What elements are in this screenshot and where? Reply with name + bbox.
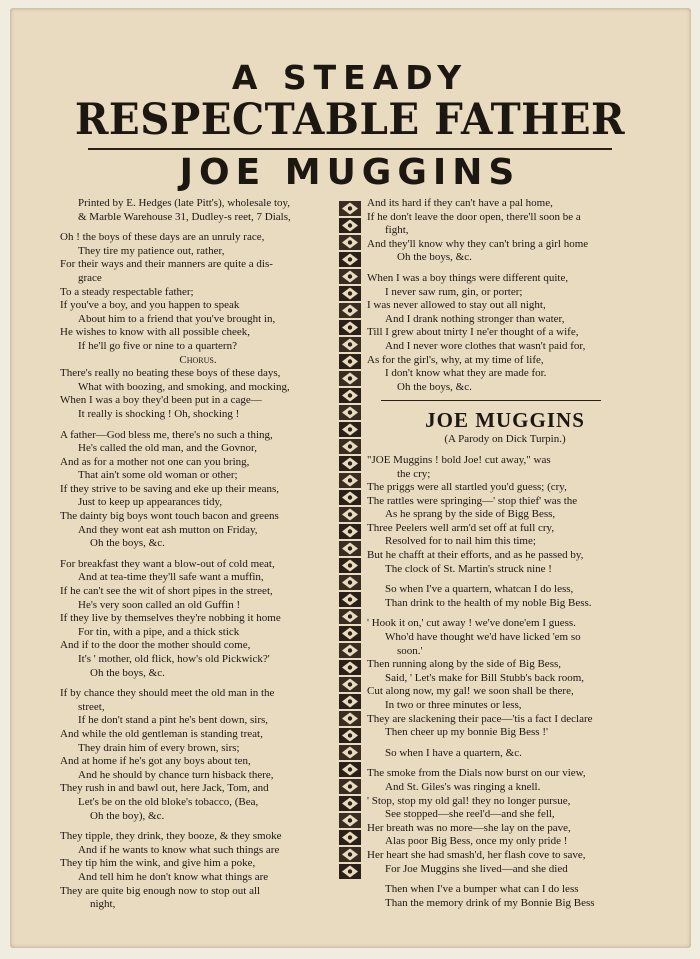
ornament-block — [339, 609, 361, 624]
chorus-label: Chorus. — [179, 353, 217, 366]
verse-line: They drain him of every brown, sirs; — [78, 741, 240, 754]
title-rule — [88, 148, 612, 150]
verse-line: Just to keep up appearances tidy, — [78, 496, 223, 509]
ornament-block — [339, 643, 361, 658]
verse-line: Oh the boys, &c. — [397, 251, 472, 264]
verse-line: For breakfast they want a blow-out of cold meat, — [60, 557, 275, 570]
ornament-block — [339, 575, 361, 590]
verse-line: They tire my patience out, rather, — [78, 244, 225, 257]
ornament-block — [339, 320, 361, 335]
right-column — [367, 197, 643, 910]
verse-line: Then cheer up my bonnie Big Bess !' — [385, 726, 548, 739]
verse-line: And they'll know why they can't bring a girl home — [367, 237, 589, 250]
verse-line: Then running along by the side of Big Bess, — [367, 658, 562, 671]
ornament-block — [339, 626, 361, 641]
ornament-block — [339, 677, 361, 692]
verse-line: The rattles were springing—' stop thief' was the — [367, 494, 578, 507]
verse-line: He wishes to know with all possible cheek, — [60, 326, 251, 339]
ornament-block — [339, 507, 361, 522]
verse-line: Oh the boy), &c. — [90, 809, 165, 822]
ornament-block — [339, 422, 361, 437]
ornament-block — [339, 524, 361, 539]
verse-line: About him to a friend that you've brought in, — [78, 312, 276, 325]
verse-line: fight, — [385, 224, 409, 237]
verse-line: And if to the door the mother should come, — [60, 639, 251, 652]
verse-line: And if he wants to know what such things are — [78, 843, 280, 856]
ornament-block — [339, 796, 361, 811]
ornament-block — [339, 813, 361, 828]
ornament-block — [339, 745, 361, 760]
verse-line: grace — [78, 271, 102, 284]
verse-line: For tin, with a pipe, and a thick stick — [78, 625, 240, 638]
ornament-block — [339, 660, 361, 675]
verse-line: If he don't stand a pint he's bent down, sirs, — [78, 714, 269, 727]
ornament-block — [339, 694, 361, 709]
verse-line: For Joe Muggins she lived—and she died — [385, 862, 568, 875]
verse-line: Said, ' Let's make for Bill Stubb's back room, — [385, 671, 585, 684]
verse-line: Cut along now, my gal! we soon shall be there, — [367, 685, 574, 698]
verse-line: Oh the boys, &c. — [90, 666, 165, 679]
verse-line: They tip him the wink, and give him a poke, — [60, 857, 256, 870]
chorus-line: What with boozing, and smoking, and mocking, — [78, 380, 290, 393]
verse-line: If he don't leave the door open, there'll soon be a — [367, 210, 581, 223]
ornament-block — [339, 779, 361, 794]
verse-line: If he can't see the wit of short pipes in the street, — [60, 585, 273, 598]
ornament-block — [339, 847, 361, 862]
verse-line: It's ' mother, old flick, how's old Pickwick?' — [78, 653, 270, 665]
verse-line: "JOE Muggins ! bold Joe! cut away," was — [367, 453, 551, 466]
ornament-block — [339, 592, 361, 607]
verse-line — [60, 231, 336, 245]
verse-line: As he sprang by the side of Bigg Bess, — [385, 508, 556, 521]
verse-line: He's very soon called an old Guffin ! — [78, 598, 241, 611]
verse-line: I don't know what they are made for. — [385, 367, 547, 380]
verse-line-text: Oh ! the boys of these days are an unruly race, — [60, 231, 265, 244]
ornament-column — [336, 200, 364, 880]
verse-line: The clock of St. Martin's struck nine ! — [385, 562, 552, 575]
verse-line: When I was a boy things were different quite, — [367, 271, 569, 284]
ornament-block — [339, 337, 361, 352]
title-line-1: A STEADY — [231, 58, 469, 97]
ornament-block — [339, 286, 361, 301]
verse-line: And they wont eat ash mutton on Friday, — [78, 523, 258, 536]
ornament-block — [339, 354, 361, 369]
ornament-block — [339, 558, 361, 573]
verse-line: For their ways and their manners are quite a dis- — [60, 258, 273, 271]
verse-line: If they strive to be saving and eke up their means, — [60, 482, 280, 495]
verse-line: Three Peelers well arm'd set off at full cry, — [367, 521, 555, 534]
ornament-block — [339, 371, 361, 386]
verse-line: Till I grew about tnirty I ne'er thought of a wife, — [367, 326, 579, 339]
ornament-block — [339, 218, 361, 233]
ornament-block — [339, 388, 361, 403]
verse-line: The smoke from the Dials now burst on our view, — [367, 767, 586, 780]
ornament-block — [339, 473, 361, 488]
ornament-block — [339, 541, 361, 556]
ornament-block — [339, 762, 361, 777]
verse-line: They rush in and bawl out, here Jack, Tom, and — [60, 782, 269, 795]
verse-line: night, — [90, 898, 116, 911]
verse-line: ' Hook it on,' cut away ! we've done'em I guess. — [367, 617, 576, 630]
title-line-2: RESPECTABLE FATHER — [74, 95, 626, 145]
chorus-line: There's really no beating these boys of these days, — [60, 367, 281, 380]
imprint-line: Printed by E. Hedges (late Pitt's), wholesale toy, — [78, 197, 291, 209]
verse-line: Alas poor Big Bess, once my only pride ! — [385, 835, 568, 848]
verse-line: The priggs were all startled you'd guess; (cry, — [367, 481, 567, 494]
chorus-line: It really is shocking ! Oh, shocking ! — [78, 407, 240, 420]
imprint-line: & Marble Warehouse 31, Dudley-s reet, 7 Dials, — [78, 210, 291, 223]
title-line-3: JOE MUGGINS — [179, 152, 521, 193]
verse-line: And St. Giles's was ringing a knell. — [385, 780, 541, 793]
verse-line: And its hard if they can't have a pal home, — [367, 197, 553, 209]
verse-line: Oh the boys, &c. — [397, 380, 472, 393]
chorus-line: So when I have a quartern, &c. — [385, 746, 522, 759]
ornament-block — [339, 252, 361, 267]
verse-line: If he'll go five or nine to a quartern? — [78, 339, 237, 352]
section-heading: JOE MUGGINS — [425, 408, 585, 433]
verse-line: They tipple, they drink, they booze, & they smoke — [60, 830, 282, 843]
verse-line: See stopped—she reel'd—and she fell, — [385, 808, 555, 821]
section-subheading: (A Parody on Dick Turpin.) — [444, 433, 566, 446]
verse-line: If by chance they should meet the old man in the — [60, 687, 275, 700]
verse-line: If you've a boy, and you happen to speak — [60, 299, 240, 312]
verse-line: The dainty big boys wont touch bacon and greens — [60, 510, 279, 523]
ornament-block — [339, 303, 361, 318]
ornament-block — [339, 201, 361, 216]
verse-line: I was never allowed to stay out all night, — [367, 299, 546, 312]
verse-line: Resolved for to nail him this time; — [385, 535, 536, 548]
verse-line: And tell him he don't know what things are — [78, 870, 269, 883]
verse-line: But he chafft at their efforts, and as he passed by, — [367, 549, 584, 562]
verse-line: To a steady respectable father; — [60, 285, 194, 298]
chorus-line: So when I've a quartern, whatcan I do less, — [385, 583, 574, 596]
verse-line: And as for a mother not one can you bring, — [60, 455, 250, 468]
ornament-block — [339, 711, 361, 726]
verse-line: And I drank nothing stronger than water, — [385, 312, 565, 325]
verse-line: And at home if he's got any boys about ten, — [60, 755, 251, 768]
verse-line: And at tea-time they'll safe want a muffin, — [78, 571, 264, 584]
verse-line: And I never wore clothes that wasn't paid for, — [385, 339, 586, 352]
verse-line: Let's be on the old bloke's tobacco, (Bea, — [78, 795, 259, 808]
verse-line: ' Stop, stop my old gal! they no longer pursue, — [367, 794, 571, 807]
verse-line: He's called the old man, and the Govnor, — [78, 442, 258, 455]
chorus-line: When I was a boy they'd been put in a cage— — [60, 394, 262, 407]
ornament-block — [339, 728, 361, 743]
ornament-block — [339, 235, 361, 250]
verse-line: Who'd have thought we'd have licked 'em so — [385, 631, 581, 644]
ornament-block — [339, 490, 361, 505]
verse-line: Her breath was no more—she lay on the pave, — [367, 821, 571, 834]
verse-line: If they live by themselves they're nobbing it home — [60, 612, 281, 625]
ornament-block — [339, 439, 361, 454]
ornament-block — [339, 405, 361, 420]
left-column — [60, 197, 336, 912]
verse-line: street, — [78, 700, 105, 713]
verse-line: I never saw rum, gin, or porter; — [385, 285, 523, 298]
verse-line: As for the girl's, why, at my time of life, — [367, 353, 544, 366]
verse-line: soon.' — [397, 644, 423, 657]
ornament-block — [339, 269, 361, 284]
verse-line: And while the old gentleman is standing treat, — [60, 727, 263, 740]
chorus-line: Then when I've a bumper what can I do less — [385, 883, 579, 896]
verse-line: Her heart she had smash'd, her flash cove to save, — [367, 848, 586, 861]
verse-line: the cry; — [397, 467, 431, 480]
verse-line: A father—God bless me, there's no such a thing, — [60, 428, 273, 441]
verse-line: That ain't some old woman or other; — [78, 469, 238, 482]
chorus-line: Than drink to the health of my noble Big Bess. — [385, 596, 592, 609]
verse-line: And he should by chance turn hisback there, — [78, 768, 274, 781]
verse-line: In two or three minutes or less, — [385, 699, 522, 711]
ornament-block — [339, 830, 361, 845]
section-rule — [381, 400, 601, 401]
verse-line: They are quite big enough now to stop out all — [60, 884, 261, 897]
ornament-block — [339, 864, 361, 879]
verse-line: They are slackening their pace—'tis a fact I declare — [367, 712, 593, 725]
verse-line: Oh the boys, &c. — [90, 537, 165, 550]
chorus-line: Than the memory drink of my Bonnie Big Bess — [385, 896, 595, 909]
ornament-block — [339, 456, 361, 471]
